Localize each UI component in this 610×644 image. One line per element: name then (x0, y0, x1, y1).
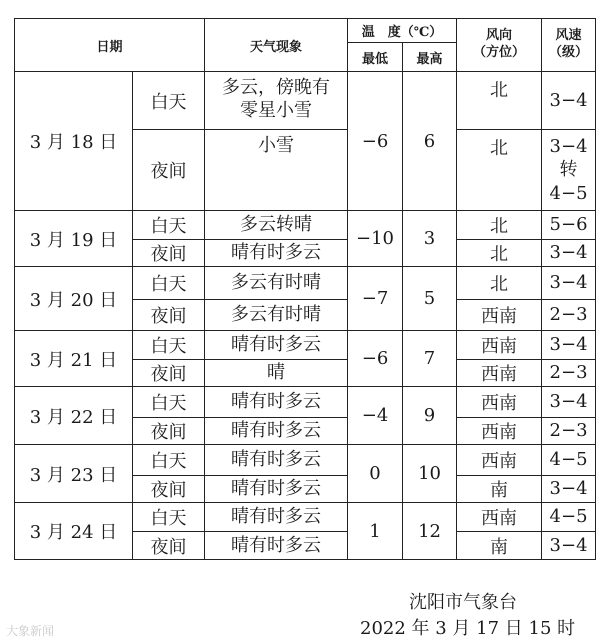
header-max: 最高 (403, 43, 457, 72)
weather-day: 晴有时多云 (205, 387, 348, 418)
weather-night: 晴有时多云 (205, 418, 348, 445)
date-cell: 3 月 18 日 (15, 72, 133, 211)
wind-dir-night: 南 (457, 532, 542, 560)
date-cell: 3 月 20 日 (15, 267, 133, 331)
period-day: 白天 (133, 267, 205, 300)
wind-dir-night: 西南 (457, 418, 542, 445)
weather-day: 多云有时晴 (205, 267, 348, 300)
weather-forecast-table (14, 18, 596, 560)
weather-day: 晴有时多云 (205, 503, 348, 532)
temp-min: −6 (348, 72, 403, 211)
period-day: 白天 (133, 211, 205, 240)
wind-speed-night: 2−3 (542, 360, 596, 387)
wind-dir-night: 南 (457, 476, 542, 503)
wind-speed-night: 3−4 转 4−5 (542, 130, 596, 211)
period-day: 白天 (133, 387, 205, 418)
wind-speed-night: 3−4 (542, 240, 596, 267)
wind-speed-day: 3−4 (542, 72, 596, 130)
period-night: 夜间 (133, 418, 205, 445)
wind-speed-day: 4−5 (542, 445, 596, 476)
weather-night: 小雪 (205, 130, 348, 211)
period-day: 白天 (133, 72, 205, 130)
forecast-row-day (15, 267, 596, 300)
period-night: 夜间 (133, 360, 205, 387)
temp-min: 0 (348, 445, 403, 503)
temp-max: 9 (403, 387, 457, 445)
wind-speed-day: 3−4 (542, 331, 596, 360)
weather-day: 多云，傍晚有 零星小雪 (205, 72, 348, 130)
wind-dir-night: 西南 (457, 360, 542, 387)
wind-dir-night: 北 (457, 130, 542, 211)
header-weather: 天气现象 (205, 19, 348, 72)
temp-max: 10 (403, 445, 457, 503)
wind-dir-day: 西南 (457, 503, 542, 532)
date-cell: 3 月 23 日 (15, 445, 133, 503)
wind-speed-night: 2−3 (542, 300, 596, 331)
weather-night: 晴 (205, 360, 348, 387)
period-night: 夜间 (133, 130, 205, 211)
wind-dir-night: 西南 (457, 300, 542, 331)
wind-dir-day: 北 (457, 267, 542, 300)
header-wind-speed: 风速 （级） (542, 19, 596, 72)
forecast-row-day (15, 72, 596, 130)
date-cell: 3 月 24 日 (15, 503, 133, 560)
wind-dir-day: 西南 (457, 445, 542, 476)
forecast-row-day (15, 503, 596, 532)
wind-speed-night: 3−4 (542, 532, 596, 560)
header-temperature: 温 度（℃） (348, 19, 457, 43)
weather-day: 多云转晴 (205, 211, 348, 240)
date-cell: 3 月 19 日 (15, 211, 133, 267)
period-night: 夜间 (133, 240, 205, 267)
wind-dir-day: 西南 (457, 387, 542, 418)
issuer: 沈阳市气象台 (409, 592, 517, 613)
wind-speed-day: 5−6 (542, 211, 596, 240)
weather-day: 晴有时多云 (205, 445, 348, 476)
date-cell: 3 月 22 日 (15, 387, 133, 445)
temp-min: −10 (348, 211, 403, 267)
period-day: 白天 (133, 445, 205, 476)
temp-min: −7 (348, 267, 403, 331)
wind-speed-day: 3−4 (542, 387, 596, 418)
header-min: 最低 (348, 43, 403, 72)
wind-dir-night: 北 (457, 240, 542, 267)
wind-speed-day: 3−4 (542, 267, 596, 300)
header-wind-direction: 风向 （方位） (457, 19, 542, 72)
wind-dir-day: 北 (457, 72, 542, 130)
temp-max: 5 (403, 267, 457, 331)
temp-max: 3 (403, 211, 457, 267)
wind-dir-day: 西南 (457, 331, 542, 360)
weather-day: 晴有时多云 (205, 331, 348, 360)
forecast-row-day (15, 331, 596, 360)
weather-night: 多云有时晴 (205, 300, 348, 331)
wind-speed-day: 4−5 (542, 503, 596, 532)
weather-night: 晴有时多云 (205, 240, 348, 267)
date-cell: 3 月 21 日 (15, 331, 133, 387)
watermark: 大象新闻 (6, 624, 55, 638)
temp-min: −6 (348, 331, 403, 387)
period-night: 夜间 (133, 532, 205, 560)
period-day: 白天 (133, 503, 205, 532)
issued-time: 2022 年 3 月 17 日 15 时 (360, 618, 576, 639)
weather-night: 晴有时多云 (205, 476, 348, 503)
temp-max: 7 (403, 331, 457, 387)
forecast-row-day (15, 387, 596, 418)
header-date: 日期 (15, 19, 205, 72)
forecast-row-day (15, 211, 596, 240)
period-day: 白天 (133, 331, 205, 360)
period-night: 夜间 (133, 300, 205, 331)
period-night: 夜间 (133, 476, 205, 503)
temp-min: −4 (348, 387, 403, 445)
temp-max: 12 (403, 503, 457, 560)
weather-night: 晴有时多云 (205, 532, 348, 560)
wind-dir-day: 北 (457, 211, 542, 240)
wind-speed-night: 2−3 (542, 418, 596, 445)
temp-min: 1 (348, 503, 403, 560)
wind-speed-night: 3−4 (542, 476, 596, 503)
forecast-row-day (15, 445, 596, 476)
temp-max: 6 (403, 72, 457, 211)
